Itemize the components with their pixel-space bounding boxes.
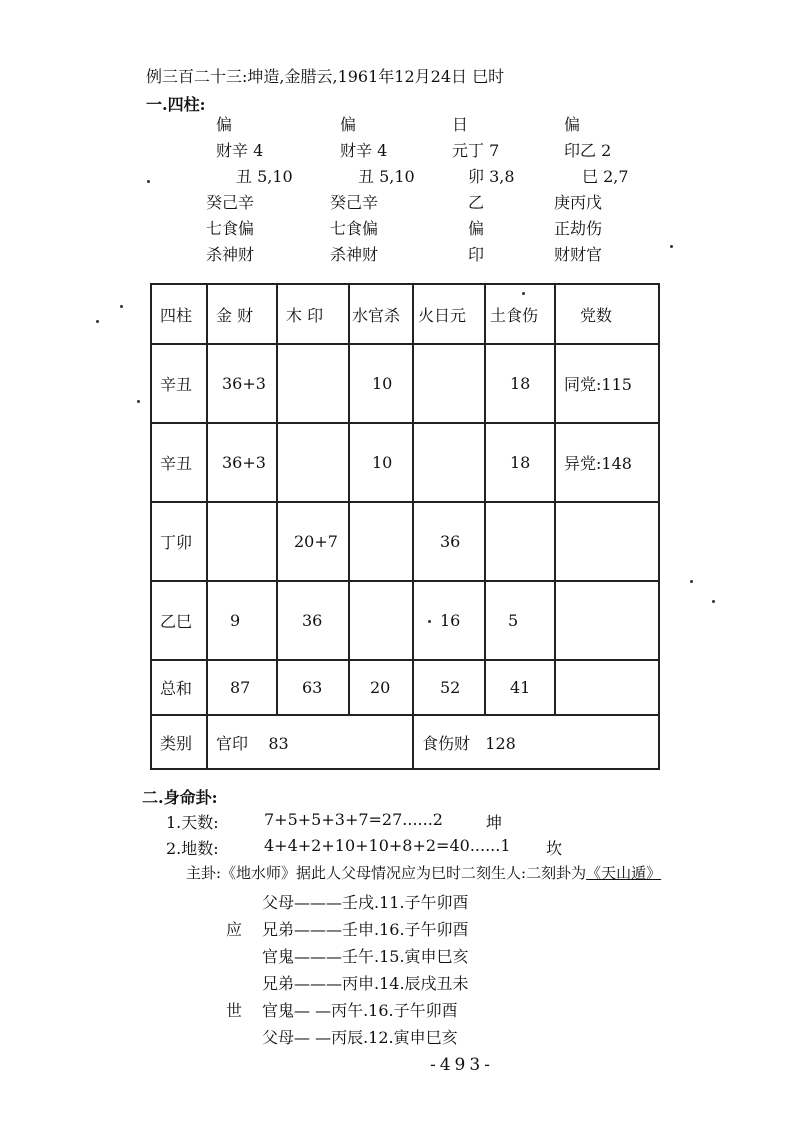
pillar-god: 日 — [452, 115, 469, 134]
tianshu-label: 1.天数: — [166, 813, 219, 832]
row-label: 总和 — [151, 660, 207, 715]
page-number: -493- — [430, 1055, 494, 1075]
pillar-branch: 卯 3,8 — [468, 167, 515, 186]
pillar-hidden: 庚丙戊 — [554, 193, 603, 212]
pillar-branch: 丑 5,10 — [358, 167, 415, 186]
pillar-stem: 元丁 7 — [452, 141, 500, 160]
table-row — [151, 344, 659, 423]
table-header-row — [151, 284, 659, 344]
wood-sum: 63 — [277, 660, 349, 715]
hex-line — [226, 944, 469, 967]
fire-cell — [413, 423, 485, 502]
wood-cell: 36 — [277, 581, 349, 660]
pillar-god: 偏 — [564, 115, 581, 134]
pillar-hidden-gods: 七食偏 — [330, 219, 379, 238]
table-sum-row — [151, 660, 659, 715]
party-cell: 异党:148 — [555, 423, 659, 502]
pillar-year — [206, 112, 336, 268]
earth-cell: 5 — [485, 581, 555, 660]
hex-line — [226, 1025, 458, 1048]
hex-text: 兄弟———壬申.16.子午卯酉 — [262, 920, 469, 939]
party-cell: 同党:115 — [555, 344, 659, 423]
water-cell: 10 — [349, 344, 413, 423]
earth-sum: 41 — [485, 660, 555, 715]
pillar-hidden-gods2: 财财官 — [554, 245, 603, 264]
category-label: 类别 — [151, 715, 207, 769]
tianshu-value: 7+5+5+3+7=27......2 — [264, 810, 443, 829]
metal-cell: 36+3 — [207, 423, 277, 502]
scan-speck — [147, 180, 150, 183]
pillar-branch: 丑 5,10 — [236, 167, 293, 186]
scan-speck — [670, 245, 673, 248]
hex-line — [226, 971, 469, 994]
metal-sum: 87 — [207, 660, 277, 715]
pillar-hidden-gods: 偏 — [468, 219, 485, 238]
party-cell — [555, 581, 659, 660]
hex-line — [226, 998, 458, 1021]
scan-speck — [428, 620, 431, 623]
pillar-hidden-gods2: 杀神财 — [330, 245, 379, 264]
pillar-branch: 巳 2,7 — [582, 167, 629, 186]
category-official-seal: 官印 83 — [207, 715, 413, 769]
row-label: 辛丑 — [151, 344, 207, 423]
metal-cell: 36+3 — [207, 344, 277, 423]
pillar-stem: 财辛 4 — [216, 141, 264, 160]
table-row — [151, 581, 659, 660]
row-label: 辛丑 — [151, 423, 207, 502]
pillar-god: 偏 — [340, 115, 357, 134]
table-row — [151, 423, 659, 502]
table-row — [151, 502, 659, 581]
pillar-hidden: 乙 — [468, 193, 485, 212]
element-strength-table — [150, 283, 660, 770]
pillar-hidden: 癸己辛 — [330, 193, 379, 212]
hex-line — [226, 917, 469, 940]
party-cell — [555, 502, 659, 581]
dishu-value: 4+4+2+10+10+8+2=40......1 — [264, 836, 511, 855]
scan-speck — [712, 600, 715, 603]
table-category-row — [151, 715, 659, 769]
category-food-wealth: 食伤财 128 — [413, 715, 659, 769]
fire-cell: 16 — [413, 581, 485, 660]
section-four-pillars: 一.四柱: — [146, 95, 206, 114]
metal-cell: 9 — [207, 581, 277, 660]
row-label: 丁卯 — [151, 502, 207, 581]
hex-mark: 应 — [226, 920, 243, 939]
pillar-hidden-gods: 正劫伤 — [554, 219, 603, 238]
pillar-stem: 财辛 4 — [340, 141, 388, 160]
main-gua-line — [186, 862, 661, 883]
header-cell: 四柱 — [151, 284, 207, 344]
hex-text: 父母———壬戌.11.子午卯酉 — [262, 893, 469, 912]
pillar-hidden-gods2: 印 — [468, 245, 485, 264]
hex-text: 官鬼———壬午.15.寅申巳亥 — [262, 947, 469, 966]
fire-cell: 36 — [413, 502, 485, 581]
tianshu-gua: 坤 — [486, 813, 503, 832]
wood-cell: 20+7 — [277, 502, 349, 581]
scan-speck — [522, 292, 525, 295]
scan-speck — [120, 305, 123, 308]
dishu-gua: 坎 — [546, 839, 563, 858]
row-label: 乙巳 — [151, 581, 207, 660]
hex-text: 兄弟———丙申.14.辰戌丑未 — [262, 974, 469, 993]
dishu-label: 2.地数: — [166, 839, 219, 858]
wood-cell — [277, 344, 349, 423]
water-cell: 10 — [349, 423, 413, 502]
hex-mark: 世 — [226, 1001, 243, 1020]
earth-cell — [485, 502, 555, 581]
party-cell — [555, 660, 659, 715]
pillar-hidden: 癸己辛 — [206, 193, 255, 212]
section-life-hexagram: 二.身命卦: — [142, 788, 218, 807]
earth-cell: 18 — [485, 423, 555, 502]
water-cell — [349, 502, 413, 581]
fire-cell — [413, 344, 485, 423]
scan-speck — [96, 320, 99, 323]
pillar-god: 偏 — [216, 115, 233, 134]
header-cell: 党数 — [555, 284, 659, 344]
header-cell: 金 财 — [207, 284, 277, 344]
main-gua-name: 《天山遁》 — [586, 864, 662, 882]
earth-cell: 18 — [485, 344, 555, 423]
water-sum: 20 — [349, 660, 413, 715]
example-title: 例三百二十三:坤造,金腊云,1961年12月24日 巳时 — [146, 67, 505, 86]
pillar-hour — [554, 112, 684, 268]
pillar-month — [330, 112, 460, 268]
main-gua-text: 主卦:《地水师》据此人父母情况应为巳时二刻生人:二刻卦为 — [186, 864, 587, 882]
pillar-hidden-gods: 七食偏 — [206, 219, 255, 238]
hex-text: 父母— —丙辰.12.寅申巳亥 — [262, 1028, 458, 1047]
pillar-hidden-gods2: 杀神财 — [206, 245, 255, 264]
hex-text: 官鬼— —丙午.16.子午卯酉 — [262, 1001, 458, 1020]
wood-cell — [277, 423, 349, 502]
water-cell — [349, 581, 413, 660]
scan-speck — [690, 580, 693, 583]
metal-cell — [207, 502, 277, 581]
header-cell: 火日元 — [413, 284, 485, 344]
fire-sum: 52 — [413, 660, 485, 715]
hex-line — [226, 890, 469, 913]
header-cell: 水官杀 — [349, 284, 413, 344]
scan-speck — [137, 400, 140, 403]
pillar-stem: 印乙 2 — [564, 141, 612, 160]
header-cell: 木 印 — [277, 284, 349, 344]
header-cell: 土食伤 — [485, 284, 555, 344]
